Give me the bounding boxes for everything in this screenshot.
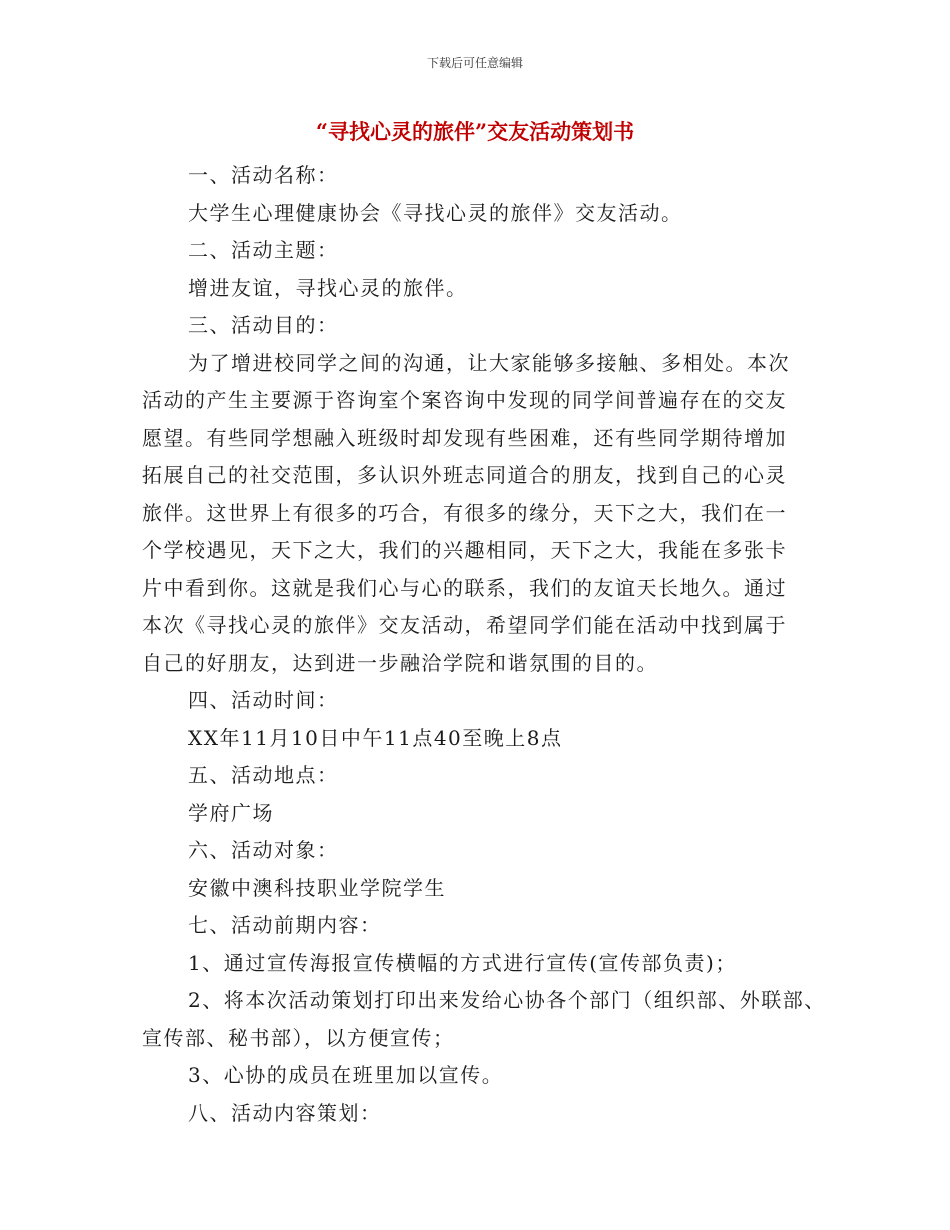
section-heading-theme: 二、活动主题： (188, 238, 339, 262)
paragraph-line: 片中看到你。这就是我们心与心的联系，我们的友谊天长地久。通过 (142, 575, 787, 600)
paragraph-line: 大学生心理健康协会《寻找心灵的旅伴》交友活动。 (188, 200, 683, 225)
section-heading-plan: 八、活动内容策划： (188, 1100, 382, 1125)
document-body (142, 157, 826, 1132)
paragraph-line: 学府广场 (188, 800, 274, 825)
section-heading-location: 五、活动地点： (188, 763, 339, 787)
list-item: 2、将本次活动策划打印出来发给心协各个部门（组织部、外联部、 (188, 988, 826, 1012)
list-item-continuation: 宣传部、秘书部），以方便宣传； (142, 1025, 455, 1050)
paragraph-line: 自己的好朋友，达到进一步融洽学院和谐氛围的目的。 (142, 650, 658, 675)
section-heading-time: 四、活动时间： (188, 688, 339, 712)
paragraph-line: 增进友谊，寻找心灵的旅伴。 (188, 275, 468, 300)
paragraph-line: 安徽中澳科技职业学院学生 (188, 875, 446, 900)
section-heading-purpose: 三、活动目的： (188, 313, 339, 337)
paragraph-line: XX年11月10日中午11点40至晚上8点 (188, 725, 563, 750)
section-heading-preparation: 七、活动前期内容： (188, 913, 382, 937)
paragraph-line: 拓展自己的社交范围，多认识外班志同道合的朋友，找到自己的心灵 (142, 463, 787, 487)
paragraph-line: 本次《寻找心灵的旅伴》交友活动，希望同学们能在活动中找到属于 (142, 613, 787, 637)
list-item: 1、通过宣传海报宣传横幅的方式进行宣传(宣传部负责)； (188, 950, 737, 975)
section-heading-name: 一、活动名称： (188, 163, 339, 187)
paragraph-line: 旅伴。这世界上有很多的巧合，有很多的缘分，天下之大，我们在一 (142, 500, 787, 525)
document-title: “寻找心灵的旅伴”交友活动策划书 (315, 119, 635, 144)
page-header-note: 下载后可任意编辑 (426, 56, 523, 70)
section-heading-audience: 六、活动对象： (188, 838, 339, 862)
paragraph-line: 个学校遇见，天下之大，我们的兴趣相同，天下之大，我能在多张卡 (142, 538, 787, 562)
paragraph-line: 活动的产生主要源于咨询室个案咨询中发现的同学间普遍存在的交友 (142, 388, 787, 412)
list-item: 3、心协的成员在班里加以宣传。 (188, 1063, 504, 1087)
paragraph-line: 为了增进校同学之间的沟通，让大家能够多接触、多相处。本次 (188, 350, 790, 375)
paragraph-line: 愿望。有些同学想融入班级时却发现有些困难，还有些同学期待增加 (142, 425, 787, 450)
